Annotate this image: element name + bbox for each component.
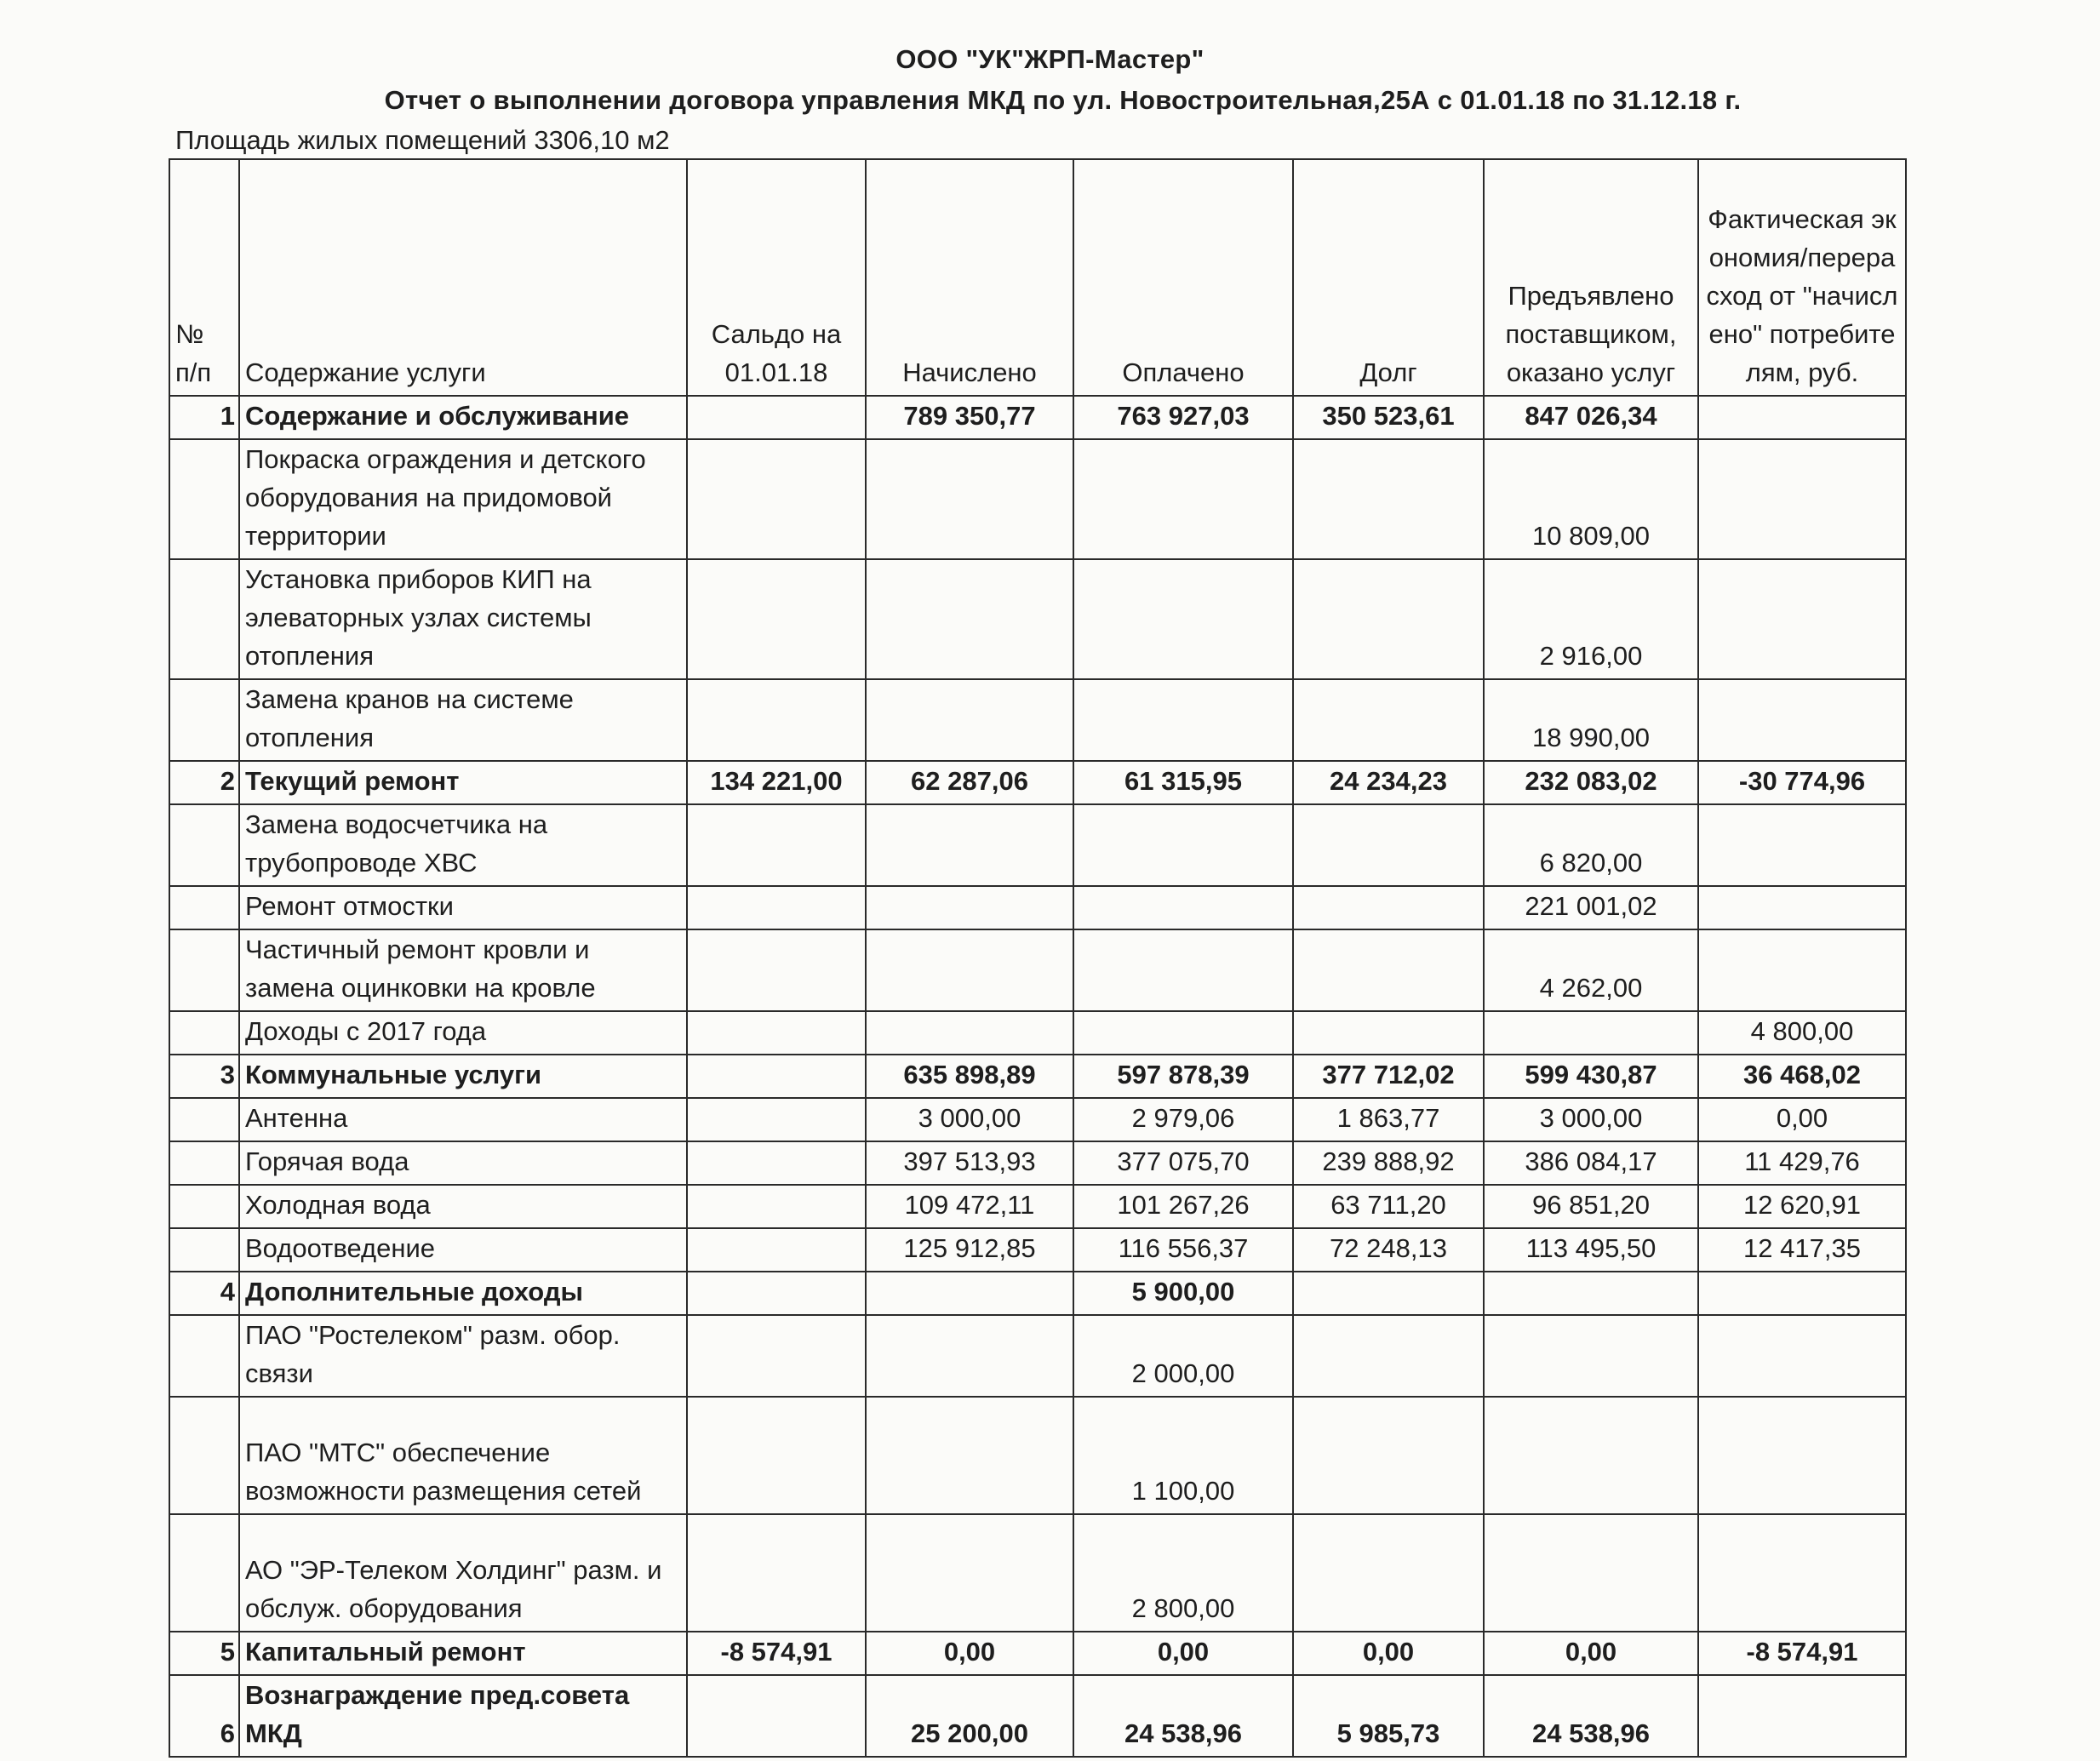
cell-paid: 1 100,00 bbox=[1073, 1397, 1293, 1514]
cell-paid: 763 927,03 bbox=[1073, 396, 1293, 439]
cell-supplied: 3 000,00 bbox=[1484, 1098, 1698, 1141]
cell-balance bbox=[687, 559, 866, 679]
cell-debt bbox=[1293, 929, 1484, 1011]
cell-supplied: 4 262,00 bbox=[1484, 929, 1698, 1011]
cell-charged: 3 000,00 bbox=[866, 1098, 1073, 1141]
cell-paid bbox=[1073, 804, 1293, 886]
cell-balance bbox=[687, 804, 866, 886]
report-table bbox=[169, 158, 1907, 1758]
cell-paid: 2 800,00 bbox=[1073, 1514, 1293, 1632]
cell-balance bbox=[687, 396, 866, 439]
cell-paid bbox=[1073, 1011, 1293, 1055]
cell-supplied: 232 083,02 bbox=[1484, 761, 1698, 804]
cell-balance bbox=[687, 1141, 866, 1185]
cell-paid: 2 979,06 bbox=[1073, 1098, 1293, 1141]
column-header-service: Содержание услуги bbox=[239, 159, 687, 396]
cell-charged: 789 350,77 bbox=[866, 396, 1073, 439]
cell-index: 6 bbox=[169, 1675, 239, 1757]
cell-debt bbox=[1293, 439, 1484, 559]
cell-index: 5 bbox=[169, 1632, 239, 1675]
cell-balance bbox=[687, 1514, 866, 1632]
cell-paid bbox=[1073, 679, 1293, 761]
cell-supplied bbox=[1484, 1272, 1698, 1315]
cell-service: Замена водосчетчика на трубопроводе ХВС bbox=[239, 804, 687, 886]
table-row bbox=[169, 1141, 1906, 1185]
cell-balance bbox=[687, 1272, 866, 1315]
cell-debt bbox=[1293, 1272, 1484, 1315]
cell-paid bbox=[1073, 559, 1293, 679]
cell-balance bbox=[687, 886, 866, 929]
cell-service: Горячая вода bbox=[239, 1141, 687, 1185]
table-row bbox=[169, 1011, 1906, 1055]
cell-index bbox=[169, 1185, 239, 1228]
cell-supplied bbox=[1484, 1315, 1698, 1397]
cell-balance bbox=[687, 1098, 866, 1141]
cell-paid: 61 315,95 bbox=[1073, 761, 1293, 804]
section-row bbox=[169, 396, 1906, 439]
cell-index: 3 bbox=[169, 1055, 239, 1098]
column-header-paid: Оплачено bbox=[1073, 159, 1293, 396]
header-row bbox=[169, 159, 1906, 396]
cell-economy bbox=[1698, 1315, 1906, 1397]
table-row bbox=[169, 1185, 1906, 1228]
cell-debt: 239 888,92 bbox=[1293, 1141, 1484, 1185]
cell-charged: 62 287,06 bbox=[866, 761, 1073, 804]
cell-debt bbox=[1293, 1011, 1484, 1055]
cell-service: Антенна bbox=[239, 1098, 687, 1141]
cell-balance bbox=[687, 929, 866, 1011]
cell-paid: 0,00 bbox=[1073, 1632, 1293, 1675]
living-area: Площадь жилых помещений 3306,10 м2 bbox=[175, 125, 670, 155]
cell-charged bbox=[866, 929, 1073, 1011]
cell-economy: -8 574,91 bbox=[1698, 1632, 1906, 1675]
cell-charged bbox=[866, 1315, 1073, 1397]
cell-debt: 1 863,77 bbox=[1293, 1098, 1484, 1141]
cell-service: Ремонт отмостки bbox=[239, 886, 687, 929]
column-header-supplied: Предъявлено поставщиком, оказано услуг bbox=[1484, 159, 1698, 396]
cell-supplied: 221 001,02 bbox=[1484, 886, 1698, 929]
cell-charged bbox=[866, 439, 1073, 559]
cell-paid: 5 900,00 bbox=[1073, 1272, 1293, 1315]
cell-supplied: 24 538,96 bbox=[1484, 1675, 1698, 1757]
cell-index bbox=[169, 559, 239, 679]
cell-charged: 125 912,85 bbox=[866, 1228, 1073, 1272]
table-row bbox=[169, 886, 1906, 929]
cell-paid: 597 878,39 bbox=[1073, 1055, 1293, 1098]
cell-charged bbox=[866, 1272, 1073, 1315]
table-body bbox=[169, 396, 1906, 1757]
column-header-charged: Начислено bbox=[866, 159, 1073, 396]
cell-balance: 134 221,00 bbox=[687, 761, 866, 804]
cell-balance bbox=[687, 1055, 866, 1098]
cell-economy bbox=[1698, 679, 1906, 761]
cell-balance bbox=[687, 1228, 866, 1272]
cell-charged: 397 513,93 bbox=[866, 1141, 1073, 1185]
organization-name: ООО "УК"ЖРП-Мастер" bbox=[896, 44, 1204, 74]
cell-debt: 5 985,73 bbox=[1293, 1675, 1484, 1757]
cell-supplied: 96 851,20 bbox=[1484, 1185, 1698, 1228]
cell-supplied: 847 026,34 bbox=[1484, 396, 1698, 439]
cell-debt: 350 523,61 bbox=[1293, 396, 1484, 439]
cell-charged bbox=[866, 559, 1073, 679]
cell-charged bbox=[866, 1011, 1073, 1055]
table-row bbox=[169, 679, 1906, 761]
section-row bbox=[169, 1632, 1906, 1675]
cell-index bbox=[169, 439, 239, 559]
cell-economy: 12 620,91 bbox=[1698, 1185, 1906, 1228]
cell-service: ПАО "Ростелеком" разм. обор. связи bbox=[239, 1315, 687, 1397]
cell-supplied: 18 990,00 bbox=[1484, 679, 1698, 761]
table-row bbox=[169, 1315, 1906, 1397]
cell-supplied: 599 430,87 bbox=[1484, 1055, 1698, 1098]
cell-service: Текущий ремонт bbox=[239, 761, 687, 804]
cell-service: АО "ЭР-Телеком Холдинг" разм. и обслуж. оборудования bbox=[239, 1514, 687, 1632]
table-row bbox=[169, 804, 1906, 886]
cell-supplied: 113 495,50 bbox=[1484, 1228, 1698, 1272]
report-title: Отчет о выполнении договора управления МКД по ул. Новостроительная,25А с 01.01.18 по 31.12.18 г. bbox=[384, 85, 1742, 115]
cell-debt bbox=[1293, 1397, 1484, 1514]
cell-economy bbox=[1698, 1397, 1906, 1514]
cell-balance bbox=[687, 679, 866, 761]
cell-debt bbox=[1293, 886, 1484, 929]
cell-service: Покраска ограждения и детского оборудования на придомовой территории bbox=[239, 439, 687, 559]
cell-supplied: 10 809,00 bbox=[1484, 439, 1698, 559]
cell-service: Холодная вода bbox=[239, 1185, 687, 1228]
cell-index bbox=[169, 1228, 239, 1272]
cell-index bbox=[169, 1315, 239, 1397]
cell-service: Содержание и обслуживание bbox=[239, 396, 687, 439]
cell-paid: 24 538,96 bbox=[1073, 1675, 1293, 1757]
cell-charged bbox=[866, 1397, 1073, 1514]
cell-index bbox=[169, 929, 239, 1011]
table-row bbox=[169, 1514, 1906, 1632]
cell-index bbox=[169, 1397, 239, 1514]
cell-balance bbox=[687, 1675, 866, 1757]
cell-service: Частичный ремонт кровли и замена оцинковки на кровле bbox=[239, 929, 687, 1011]
cell-economy: 36 468,02 bbox=[1698, 1055, 1906, 1098]
cell-debt: 24 234,23 bbox=[1293, 761, 1484, 804]
cell-paid: 377 075,70 bbox=[1073, 1141, 1293, 1185]
cell-economy bbox=[1698, 1272, 1906, 1315]
cell-paid bbox=[1073, 886, 1293, 929]
cell-balance bbox=[687, 1185, 866, 1228]
cell-debt: 0,00 bbox=[1293, 1632, 1484, 1675]
table-row bbox=[169, 1228, 1906, 1272]
cell-service: ПАО "МТС" обеспечение возможности размещения сетей bbox=[239, 1397, 687, 1514]
cell-economy: 4 800,00 bbox=[1698, 1011, 1906, 1055]
cell-paid: 101 267,26 bbox=[1073, 1185, 1293, 1228]
cell-balance bbox=[687, 1397, 866, 1514]
cell-economy bbox=[1698, 559, 1906, 679]
table-row bbox=[169, 559, 1906, 679]
section-row bbox=[169, 1675, 1906, 1757]
cell-index bbox=[169, 1141, 239, 1185]
cell-index bbox=[169, 679, 239, 761]
cell-debt bbox=[1293, 559, 1484, 679]
cell-charged: 635 898,89 bbox=[866, 1055, 1073, 1098]
cell-economy bbox=[1698, 886, 1906, 929]
cell-debt: 72 248,13 bbox=[1293, 1228, 1484, 1272]
cell-index: 1 bbox=[169, 396, 239, 439]
cell-supplied: 6 820,00 bbox=[1484, 804, 1698, 886]
cell-index bbox=[169, 1098, 239, 1141]
cell-charged: 25 200,00 bbox=[866, 1675, 1073, 1757]
cell-debt bbox=[1293, 1315, 1484, 1397]
cell-debt bbox=[1293, 804, 1484, 886]
cell-balance: -8 574,91 bbox=[687, 1632, 866, 1675]
section-row bbox=[169, 761, 1906, 804]
cell-charged bbox=[866, 679, 1073, 761]
cell-economy: 12 417,35 bbox=[1698, 1228, 1906, 1272]
cell-debt: 63 711,20 bbox=[1293, 1185, 1484, 1228]
cell-economy bbox=[1698, 439, 1906, 559]
table-row bbox=[169, 929, 1906, 1011]
section-row bbox=[169, 1272, 1906, 1315]
cell-charged: 0,00 bbox=[866, 1632, 1073, 1675]
cell-supplied bbox=[1484, 1011, 1698, 1055]
cell-economy bbox=[1698, 929, 1906, 1011]
cell-supplied: 0,00 bbox=[1484, 1632, 1698, 1675]
cell-service: Вознаграждение пред.совета МКД bbox=[239, 1675, 687, 1757]
cell-economy: 11 429,76 bbox=[1698, 1141, 1906, 1185]
cell-balance bbox=[687, 439, 866, 559]
cell-paid: 116 556,37 bbox=[1073, 1228, 1293, 1272]
column-header-debt: Долг bbox=[1293, 159, 1484, 396]
cell-economy: 0,00 bbox=[1698, 1098, 1906, 1141]
cell-index bbox=[169, 1514, 239, 1632]
cell-debt: 377 712,02 bbox=[1293, 1055, 1484, 1098]
cell-economy bbox=[1698, 804, 1906, 886]
cell-index: 2 bbox=[169, 761, 239, 804]
cell-index: 4 bbox=[169, 1272, 239, 1315]
cell-service: Капитальный ремонт bbox=[239, 1632, 687, 1675]
cell-service: Замена кранов на системе отопления bbox=[239, 679, 687, 761]
table-row bbox=[169, 439, 1906, 559]
cell-economy bbox=[1698, 396, 1906, 439]
cell-debt bbox=[1293, 1514, 1484, 1632]
cell-paid bbox=[1073, 929, 1293, 1011]
column-header-economy: Фактическая экономия/перерасход от "начислено" потребителям, руб. bbox=[1698, 159, 1906, 396]
cell-charged bbox=[866, 886, 1073, 929]
cell-economy bbox=[1698, 1675, 1906, 1757]
cell-supplied: 2 916,00 bbox=[1484, 559, 1698, 679]
cell-balance bbox=[687, 1011, 866, 1055]
cell-supplied bbox=[1484, 1397, 1698, 1514]
column-header-balance: Сальдо на 01.01.18 bbox=[687, 159, 866, 396]
cell-service: Доходы с 2017 года bbox=[239, 1011, 687, 1055]
cell-economy: -30 774,96 bbox=[1698, 761, 1906, 804]
cell-supplied: 386 084,17 bbox=[1484, 1141, 1698, 1185]
table-row bbox=[169, 1098, 1906, 1141]
cell-charged bbox=[866, 1514, 1073, 1632]
cell-index bbox=[169, 1011, 239, 1055]
cell-service: Установка приборов КИП на элеваторных узлах системы отопления bbox=[239, 559, 687, 679]
cell-supplied bbox=[1484, 1514, 1698, 1632]
column-header-index: № п/п bbox=[169, 159, 239, 396]
section-row bbox=[169, 1055, 1906, 1098]
cell-economy bbox=[1698, 1514, 1906, 1632]
cell-paid bbox=[1073, 439, 1293, 559]
cell-charged: 109 472,11 bbox=[866, 1185, 1073, 1228]
cell-service: Водоотведение bbox=[239, 1228, 687, 1272]
cell-charged bbox=[866, 804, 1073, 886]
cell-balance bbox=[687, 1315, 866, 1397]
cell-debt bbox=[1293, 679, 1484, 761]
cell-service: Дополнительные доходы bbox=[239, 1272, 687, 1315]
cell-paid: 2 000,00 bbox=[1073, 1315, 1293, 1397]
cell-index bbox=[169, 886, 239, 929]
cell-index bbox=[169, 804, 239, 886]
table-row bbox=[169, 1397, 1906, 1514]
cell-service: Коммунальные услуги bbox=[239, 1055, 687, 1098]
